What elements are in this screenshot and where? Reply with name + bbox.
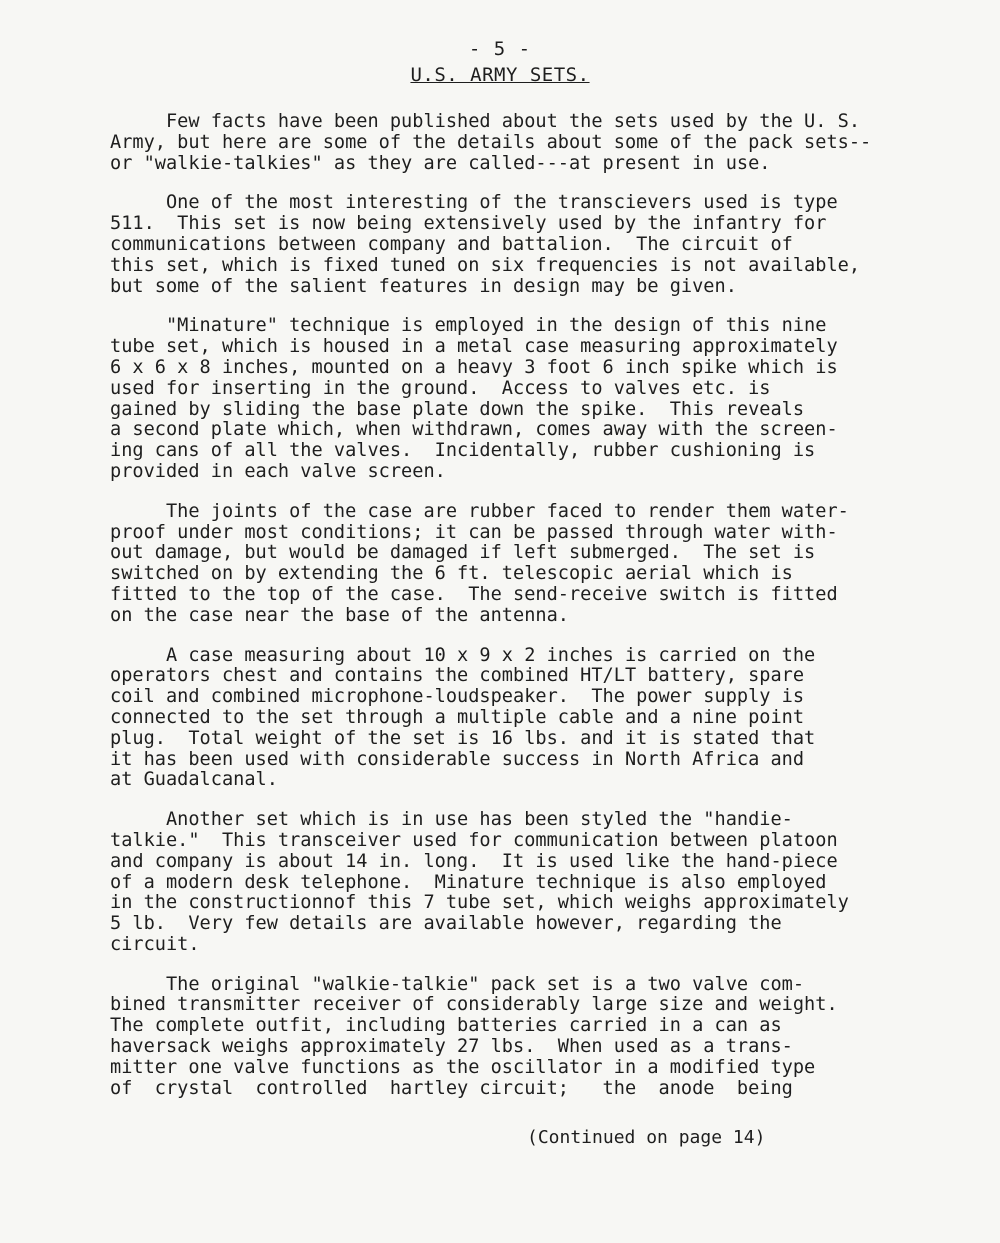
text-line: proof under most conditions; it can be passed through water with- xyxy=(110,521,838,543)
page-number: - 5 - xyxy=(468,38,532,60)
text-line: bined transmitter receiver of considerably large size and weight. xyxy=(110,994,838,1016)
text-line: fitted to the top of the case. The send-receive switch is fitted xyxy=(110,583,838,605)
text-line: A case measuring about 10 x 9 x 2 inches is carried on the xyxy=(110,644,816,666)
text-line: or "walkie-talkies" as they are called---at present in use. xyxy=(110,152,771,174)
paragraph-intro xyxy=(110,112,970,174)
paragraph-type-511 xyxy=(110,193,970,297)
continued-note: (Continued on page 14) xyxy=(527,1127,766,1148)
paragraph-minature-technique xyxy=(110,316,970,482)
text-line: ing cans of all the valves. Incidentally, rubber cushioning is xyxy=(110,440,816,462)
text-line: The original "walkie-talkie" pack set is a two valve com- xyxy=(110,973,805,995)
text-line: Another set which is in use has been styled the "handie- xyxy=(110,809,793,831)
text-line: but some of the salient features in design may be given. xyxy=(110,275,737,297)
page-title xyxy=(0,64,1000,86)
text-line: One of the most interesting of the transcievers used is type xyxy=(110,192,838,214)
paragraph-handie-talkie xyxy=(110,810,970,956)
text-line: plug. Total weight of the set is 16 lbs. and it is stated that xyxy=(110,727,816,749)
paragraph-original-walkie-talkie xyxy=(110,975,970,1100)
text-line: a second plate which, when withdrawn, comes away with the screen- xyxy=(110,419,838,441)
text-line: coil and combined microphone-loudspeaker. The power supply is xyxy=(110,686,805,708)
text-line: switched on by extending the 6 ft. telescopic aerial which is xyxy=(110,563,793,585)
text-line: Army, but here are some of the details about some of the pack sets-- xyxy=(110,131,872,153)
text-line: mitter one valve functions as the oscillator in a modified type xyxy=(110,1056,816,1078)
text-line: it has been used with considerable success in North Africa and xyxy=(110,748,805,770)
text-line: on the case near the base of the antenna. xyxy=(110,604,569,626)
text-line: this set, which is fixed tuned on six frequencies is not available, xyxy=(110,254,861,276)
text-line: connected to the set through a multiple cable and a nine point xyxy=(110,706,805,728)
paragraph-battery-case xyxy=(110,646,970,792)
text-line: tube set, which is housed in a metal case measuring approximately xyxy=(110,336,838,358)
text-line: "Minature" technique is employed in the design of this nine xyxy=(110,315,827,337)
text-line: The joints of the case are rubber faced to render them water- xyxy=(110,500,849,522)
text-line: operators chest and contains the combined HT/LT battery, spare xyxy=(110,665,805,687)
text-line: out damage, but would be damaged if left submerged. The set is xyxy=(110,542,816,564)
paragraph-case-joints xyxy=(110,502,970,627)
text-line: 511. This set is now being extensively used by the infantry for xyxy=(110,213,827,235)
page-title-text: U.S. ARMY SETS. xyxy=(410,64,590,86)
text-line: used for inserting in the ground. Access to valves etc. is xyxy=(110,377,771,399)
text-line: gained by sliding the base plate down the spike. This reveals xyxy=(110,398,805,420)
text-line: and company is about 14 in. long. It is used like the hand-piece xyxy=(110,850,838,872)
text-line: communications between company and battalion. The circuit of xyxy=(110,233,793,255)
text-line: in the constructionnof this 7 tube set, which weighs approximately xyxy=(110,892,849,914)
text-line: 6 x 6 x 8 inches, mounted on a heavy 3 foot 6 inch spike which is xyxy=(110,356,838,378)
article-body xyxy=(110,112,970,1118)
text-line: The complete outfit, including batteries carried in a can as xyxy=(110,1015,782,1037)
text-line: at Guadalcanal. xyxy=(110,769,278,791)
text-line: of crystal controlled hartley circuit; the anode being xyxy=(110,1077,793,1099)
text-line: talkie." This transceiver used for communication between platoon xyxy=(110,829,838,851)
text-line: provided in each valve screen. xyxy=(110,460,446,482)
text-line: haversack weighs approximately 27 lbs. When used as a trans- xyxy=(110,1036,793,1058)
text-line: 5 lb. Very few details are available however, regarding the xyxy=(110,913,782,935)
text-line: of a modern desk telephone. Minature technique is also employed xyxy=(110,871,827,893)
text-line: Few facts have been published about the sets used by the U. S. xyxy=(110,111,861,132)
text-line: circuit. xyxy=(110,933,200,955)
